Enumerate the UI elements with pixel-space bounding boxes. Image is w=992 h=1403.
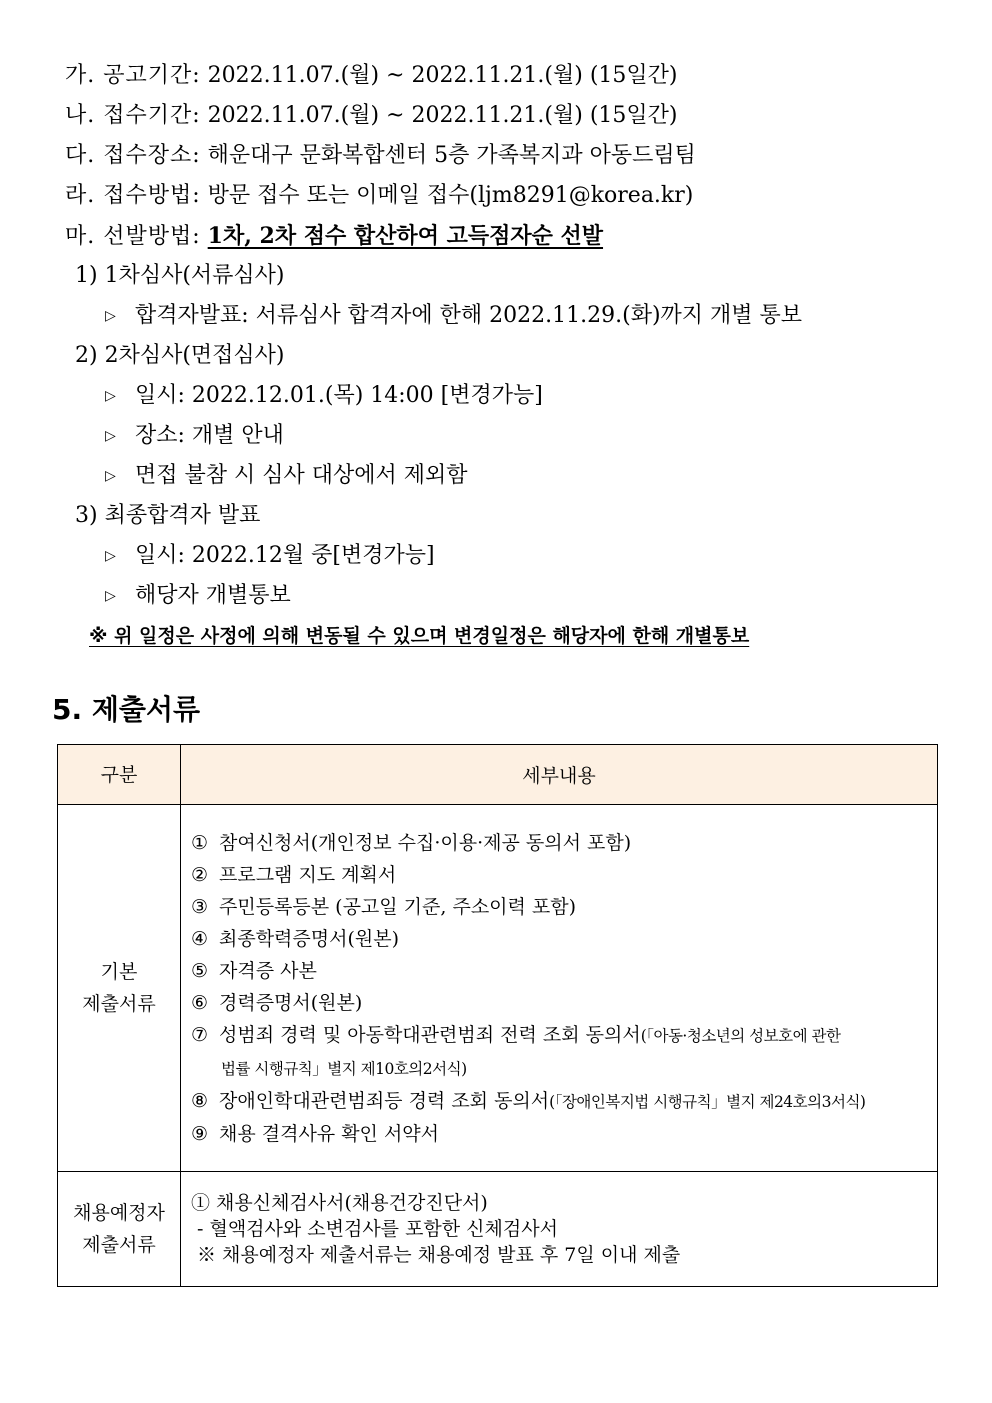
list-item: ① 참여신청서(개인정보 수집·이용·제공 동의서 포함) — [191, 831, 632, 854]
header-category: 구분 — [58, 745, 181, 805]
triangle-bullet-icon: ▷ — [105, 468, 116, 484]
step3-bullet: ▷ 일시: 2022.12월 중[변경가능] — [65, 536, 965, 576]
schedule-note: ※ 위 일정은 사정에 의해 변동될 수 있으며 변경일정은 해당자에 한해 개별통보 — [89, 625, 750, 647]
step3-bullet: ▷ 해당자 개별통보 — [65, 576, 965, 616]
list-item: - 혈액검사와 소변검사를 포함한 신체검사서 — [197, 1218, 558, 1240]
list-item: ④ 최종학력증명서(원본) — [191, 927, 400, 950]
step2-title: 2) 2차심사(면접심사) — [75, 343, 285, 368]
planned-hire-items — [181, 1172, 938, 1287]
basic-items — [181, 805, 938, 1172]
list-item: ⑨ 채용 결격사유 확인 서약서 — [191, 1122, 440, 1145]
schedule-item-application-method: 라. 접수방법: 방문 접수 또는 이메일 접수(ljm8291@korea.kr) — [65, 183, 694, 208]
triangle-bullet-icon: ▷ — [105, 308, 116, 324]
section-title: 5. 제출서류 — [52, 693, 201, 726]
table-header-row — [58, 745, 938, 805]
list-item: ⑥ 경력증명서(원본) — [191, 991, 363, 1014]
triangle-bullet-icon: ▷ — [105, 588, 116, 604]
list-item: ⑤ 자격증 사본 — [191, 959, 317, 982]
step2-bullet: ▷ 면접 불참 시 심사 대상에서 제외함 — [65, 456, 965, 496]
schedule-item-application-place: 다. 접수장소: 해운대구 문화복합센터 5층 가족복지과 아동드림팀 — [65, 143, 696, 168]
category-basic: 기본 제출서류 — [58, 805, 181, 1172]
triangle-bullet-icon: ▷ — [105, 548, 116, 564]
selection-method-emphasis: 1차, 2차 점수 합산하여 고득점자순 선발 — [207, 223, 604, 249]
table-row — [58, 805, 938, 1172]
step2-bullet: ▷ 장소: 개별 안내 — [65, 416, 965, 456]
header-details: 세부내용 — [181, 745, 938, 805]
schedule-item-selection-method: 마. 선발방법: 1차, 2차 점수 합산하여 고득점자순 선발 — [65, 223, 604, 249]
schedule-item-notice-period: 가. 공고기간: 2022.11.07.(월) ~ 2022.11.21.(월) (15일간) — [65, 63, 678, 88]
step1-bullet: ▷ 합격자발표: 서류심사 합격자에 한해 2022.11.29.(화)까지 개별 통보 — [65, 296, 965, 336]
triangle-bullet-icon: ▷ — [105, 428, 116, 444]
list-item: ⑧ 장애인학대관련범죄등 경력 조회 동의서(「장애인복지법 시행규칙」별지 제24호의3서식) — [191, 1089, 866, 1112]
table-row — [58, 1172, 938, 1287]
list-item: ① 채용신체검사서(채용건강진단서) — [191, 1192, 488, 1214]
schedule-section — [65, 56, 965, 656]
documents-table — [57, 744, 938, 1287]
list-item: ③ 주민등록등본 (공고일 기준, 주소이력 포함) — [191, 895, 577, 918]
step3-title: 3) 최종합격자 발표 — [75, 503, 261, 528]
list-item: ⑦ 성범죄 경력 및 아동학대관련범죄 전력 조회 동의서(「아동·청소년의 성보호에 관한 — [191, 1023, 841, 1046]
list-item-continuation: 법률 시행규칙」별지 제10호의2서식) — [221, 1059, 467, 1078]
list-item: ※ 채용예정자 제출서류는 채용예정 발표 후 7일 이내 제출 — [197, 1244, 681, 1266]
step2-bullet: ▷ 일시: 2022.12.01.(목) 14:00 [변경가능] — [65, 376, 965, 416]
schedule-item-application-period: 나. 접수기간: 2022.11.07.(월) ~ 2022.11.21.(월) (15일간) — [65, 103, 678, 128]
triangle-bullet-icon: ▷ — [105, 388, 116, 404]
step1-title: 1) 1차심사(서류심사) — [75, 263, 285, 288]
list-item: ② 프로그램 지도 계획서 — [191, 863, 397, 886]
category-planned-hire: 채용예정자 제출서류 — [58, 1172, 181, 1287]
